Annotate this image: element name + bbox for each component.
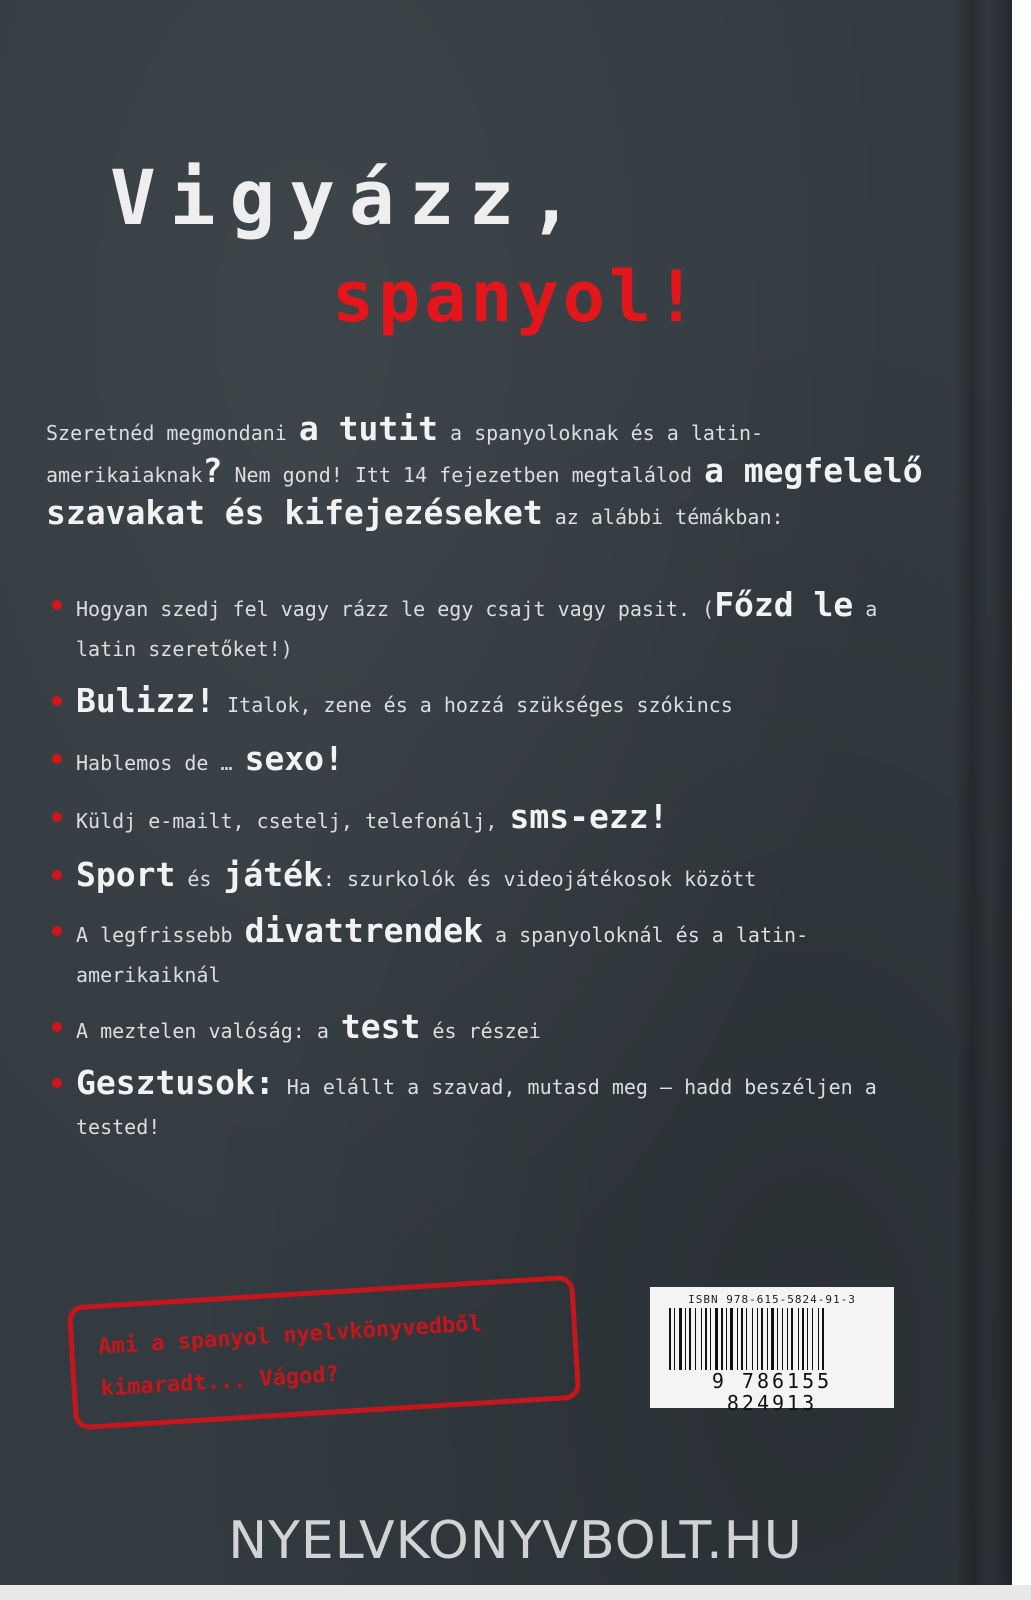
bullet-icon [52, 870, 62, 880]
list-item [48, 1007, 928, 1051]
cover-subtitle: spanyol! [332, 256, 702, 338]
item-text: A legfrissebb [76, 923, 245, 947]
item-emphasis: Bulizz! [76, 681, 216, 720]
bullet-icon [52, 1078, 62, 1088]
item-emphasis: sexo! [244, 739, 344, 778]
stamp-line-1: Ami a spanyol nyelvkönyvedből [97, 1311, 483, 1360]
bullet-icon [52, 600, 62, 610]
item-text: : szurkolók és videojátékosok között [322, 867, 757, 891]
item-emphasis: sms-ezz! [509, 797, 669, 836]
item-emphasis: test [340, 1007, 421, 1046]
barcode-bars [667, 1308, 877, 1370]
intro-text-4: az alábbi témákban: [542, 505, 784, 529]
intro-emphasis-2: ? [202, 451, 223, 490]
intro-emphasis-1: a tutit [298, 409, 438, 448]
item-text: Italok, zene és a hozzá szükséges szókincs [215, 693, 733, 717]
item-text: A meztelen valóság: a [76, 1019, 341, 1043]
item-emphasis: divattrendek [244, 911, 483, 950]
isbn-number: 9 786155 824913 [711, 1369, 833, 1415]
intro-emphasis-3: a megfelelő szavakat és kifejezéseket [46, 451, 923, 532]
item-text: Küldj e-mailt, csetelj, telefonálj, [76, 809, 510, 833]
list-item [48, 681, 928, 725]
bullet-icon [52, 754, 62, 764]
list-item [48, 911, 928, 995]
list-item [48, 855, 928, 899]
list-item [48, 1063, 928, 1147]
bullet-icon [52, 926, 62, 936]
item-text: Hablemos de … [76, 751, 245, 775]
item-text: a spanyoloknál és a latin-amerikaiknál [76, 923, 809, 987]
intro-text-1: Szeretnéd megmondani [46, 421, 299, 445]
bullet-icon [52, 812, 62, 822]
item-emphasis: Sport [76, 855, 176, 894]
intro-text-2: a spanyoloknak és a latin-amerikaiaknak [46, 421, 764, 487]
list-item [48, 585, 928, 669]
cover-title: Vigyázz, [110, 153, 589, 242]
item-emphasis: játék [223, 855, 323, 894]
cover-edge-shadow [955, 0, 1012, 1600]
item-emphasis: Főzd le [714, 585, 854, 624]
intro-text-3: Nem gond! Itt 14 fejezetben megtalálod [222, 463, 705, 487]
item-text: a latin szeretőket!) [76, 597, 878, 661]
item-text: és részei [420, 1019, 541, 1043]
intro-paragraph [46, 410, 926, 536]
item-emphasis: Gesztusok: [76, 1063, 275, 1102]
list-item [48, 797, 928, 841]
list-item [48, 739, 928, 783]
bullet-icon [52, 1022, 62, 1032]
bullet-icon [52, 696, 62, 706]
stamp-line-2: kimaradt... Vágod? [100, 1362, 340, 1402]
item-text: Ha elállt a szavad, mutasd meg – hadd beszéljen a tested! [76, 1075, 877, 1139]
item-text: Hogyan szedj fel vagy rázz le egy csajt vagy pasit. ( [76, 597, 715, 621]
item-text: és [175, 867, 224, 891]
watermark: NYELVKONYVBOLT.HU [228, 1511, 803, 1571]
isbn-barcode [650, 1287, 894, 1415]
scan-bottom-edge [0, 1585, 1031, 1600]
isbn-label: ISBN 978-615-5824-91-3 [688, 1293, 856, 1306]
topic-list [48, 585, 928, 1147]
